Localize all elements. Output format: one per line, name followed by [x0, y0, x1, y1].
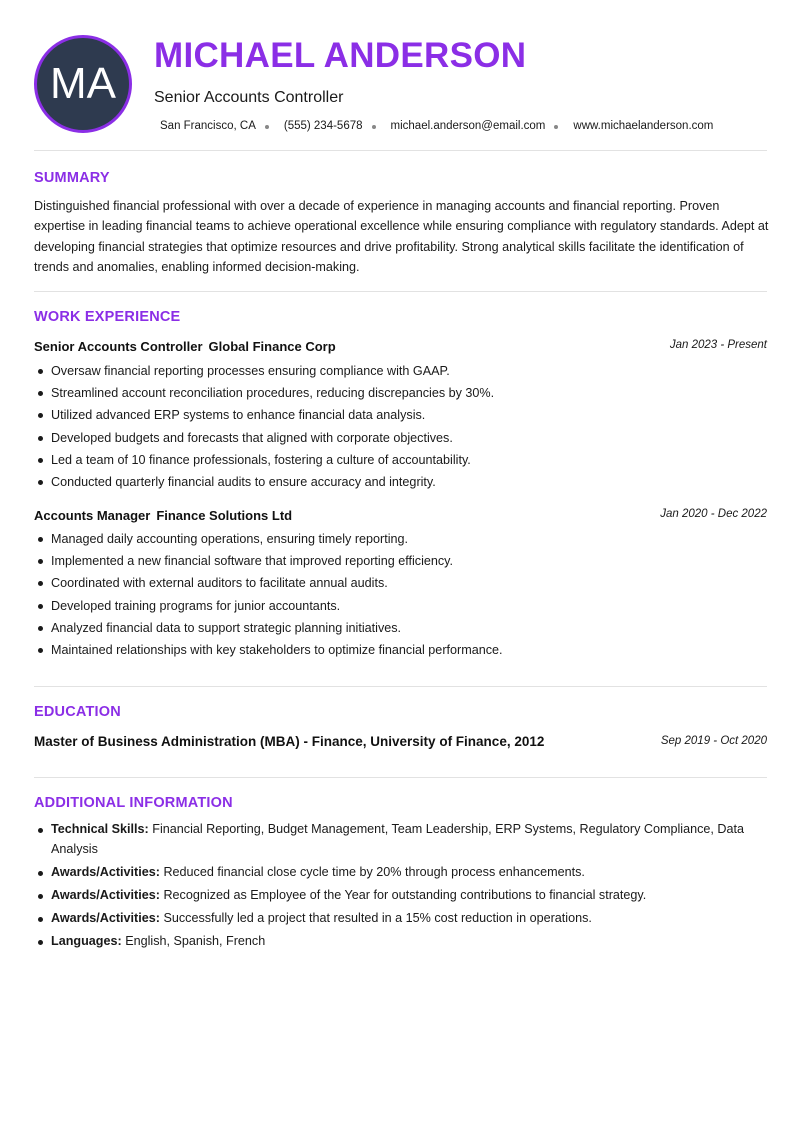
- list-item: [34, 886, 767, 906]
- item-text: Successfully led a project that resulted in a 15% cost reduction in operations.: [163, 910, 592, 925]
- separator-dot: [265, 125, 269, 129]
- list-item: Developed budgets and forecasts that aligned with corporate objectives.: [34, 427, 767, 449]
- item-text: English, Spanish, French: [125, 933, 266, 948]
- contact-email[interactable]: michael.anderson@email.com: [390, 120, 546, 132]
- list-item: Managed daily accounting operations, ensuring timely reporting.: [34, 528, 767, 550]
- list-item: Utilized advanced ERP systems to enhance financial data analysis.: [34, 404, 767, 426]
- section-divider: [34, 686, 767, 687]
- item-label: Languages:: [51, 933, 122, 948]
- item-label: Awards/Activities:: [51, 910, 160, 925]
- list-item: Implemented a new financial software that improved reporting efficiency.: [34, 550, 767, 572]
- list-item: Developed training programs for junior accountants.: [34, 595, 767, 617]
- job-bullets: [34, 360, 767, 493]
- list-item: [34, 909, 767, 929]
- job-company: Global Finance Corp: [208, 339, 336, 354]
- candidate-name: MICHAEL ANDERSON: [154, 36, 527, 75]
- job-role: Accounts Manager: [34, 508, 151, 523]
- separator-dot: [372, 125, 376, 129]
- contact-phone[interactable]: (555) 234-5678: [283, 120, 363, 132]
- list-item: [34, 820, 767, 859]
- list-item: Led a team of 10 finance professionals, fostering a culture of accountability.: [34, 449, 767, 471]
- list-item: Maintained relationships with key stakeholders to optimize financial performance.: [34, 639, 767, 661]
- job-dates: Jan 2020 - Dec 2022: [660, 508, 767, 520]
- list-item: Analyzed financial data to support strategic planning initiatives.: [34, 617, 767, 639]
- item-label: Technical Skills:: [51, 822, 149, 836]
- item-text: Financial Reporting, Budget Management, Team Leadership, ERP Systems, Regulatory Compliance, Data Analysis: [51, 822, 745, 856]
- job-header: [34, 338, 767, 356]
- avatar-initials: MA: [50, 59, 116, 108]
- additional-heading: ADDITIONAL INFORMATION: [34, 795, 233, 811]
- contact-location: San Francisco, CA: [160, 120, 256, 132]
- summary-heading: SUMMARY: [34, 170, 110, 186]
- job-company: Finance Solutions Ltd: [156, 508, 293, 523]
- list-item: Streamlined account reconciliation procedures, reducing discrepancies by 30%.: [34, 382, 767, 404]
- job-bullets: [34, 528, 767, 661]
- experience-heading: WORK EXPERIENCE: [34, 309, 181, 325]
- section-divider: [34, 291, 767, 292]
- contact-bar: [160, 120, 713, 132]
- list-item: Coordinated with external auditors to facilitate annual audits.: [34, 572, 767, 594]
- list-item: Oversaw financial reporting processes ensuring compliance with GAAP.: [34, 360, 767, 382]
- education-degree: Master of Business Administration (MBA) - Finance, University of Finance, 2012: [34, 734, 545, 749]
- job-dates: Jan 2023 - Present: [669, 339, 767, 351]
- item-text: Recognized as Employee of the Year for outstanding contributions to financial strategy.: [163, 887, 647, 902]
- education-dates: Sep 2019 - Oct 2020: [660, 735, 767, 747]
- separator-dot: [554, 125, 558, 129]
- item-label: Awards/Activities:: [51, 887, 160, 902]
- avatar: [34, 35, 132, 133]
- list-item: [34, 932, 767, 952]
- item-text: Reduced financial close cycle time by 20% through process enhancements.: [163, 864, 585, 879]
- job-role: Senior Accounts Controller: [34, 339, 203, 354]
- education-heading: EDUCATION: [34, 704, 121, 720]
- item-label: Awards/Activities:: [51, 864, 160, 879]
- contact-website[interactable]: www.michaelanderson.com: [573, 120, 714, 132]
- list-item: [34, 863, 767, 883]
- section-divider: [34, 777, 767, 778]
- list-item: Conducted quarterly financial audits to ensure accuracy and integrity.: [34, 471, 767, 493]
- job-header: [34, 507, 767, 525]
- education-entry: [34, 733, 767, 753]
- candidate-title: Senior Accounts Controller: [154, 89, 344, 106]
- additional-list: [34, 820, 767, 955]
- summary-text: Distinguished financial professional with over a decade of experience in managing accounts and financial reporting. Proven expertise in leading financial teams to achieve operational excellence while ensuring compliance with regulatory standards. Adept at developing financial strategies that optimize resources and drive profitability. Strong analytical skills facilitate the identification of trends and anomalies, enabling informed decision-making.: [34, 199, 769, 274]
- section-divider: [34, 150, 767, 151]
